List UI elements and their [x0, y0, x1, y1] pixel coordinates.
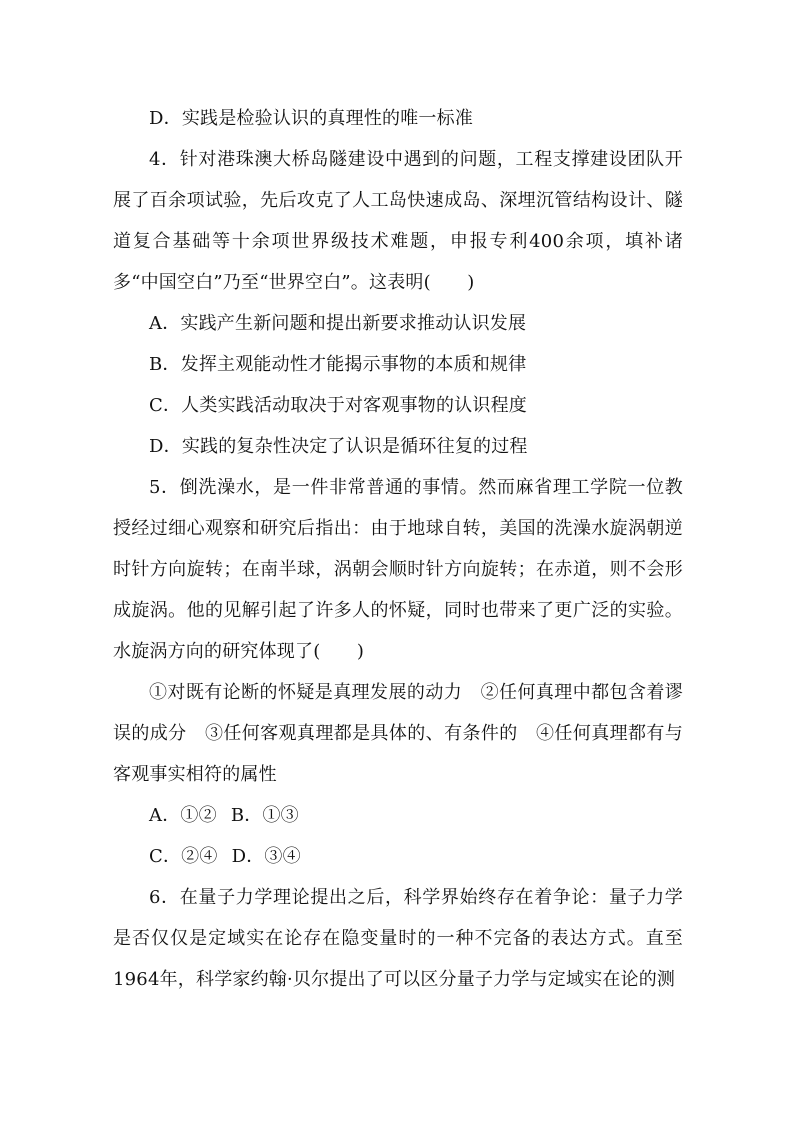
document-body [113, 98, 683, 1000]
question-4-option-c: C．人类实践活动取决于对客观事物的认识程度 [149, 395, 527, 416]
question-4-option-d: D．实践的复杂性决定了认识是循环往复的过程 [149, 436, 528, 457]
question-5-statements: ①对既有论断的怀疑是真理发展的动力 ②任何真理中都包含着谬误的成分 ③任何客观真理都是具体的、有条件的 ④任何真理都有与客观事实相符的属性 [113, 682, 683, 785]
question-5-option-c: C．②④ [149, 846, 218, 867]
question-4-option-b: B．发挥主观能动性才能揭示事物的本质和规律 [149, 354, 527, 375]
question-6-stem: 6．在量子力学理论提出之后，科学界始终存在着争论：量子力学是否仅仅是定域实在论存在隐变量时的一种不完备的表达方式。直至1964年，科学家约翰·贝尔提出了可以区分量子力学与定域实在论的测 [113, 887, 683, 990]
question-5-options-row-1 [113, 795, 683, 836]
question-5-stem: 5．倒洗澡水，是一件非常普通的事情。然而麻省理工学院一位教授经过细心观察和研究后指出：由于地球自转，美国的洗澡水旋涡朝逆时针方向旋转；在南半球，涡朝会顺时针方向旋转；在赤道，则不会形成旋涡。他的见解引起了许多人的怀疑，同时也带来了更广泛的实验。水旋涡方向的研究体现了( ) [113, 477, 683, 662]
prev-question-option-d: D．实践是检验认识的真理性的唯一标准 [149, 108, 474, 129]
question-5-option-d: D．③④ [231, 846, 301, 867]
question-4-stem: 4．针对港珠澳大桥岛隧建设中遇到的问题，工程支撑建设团队开展了百余项试验，先后攻克了人工岛快速成岛、深埋沉管结构设计、隧道复合基础等十余项世界级技术难题，申报专利400余项，填补诸多“中国空白”乃至“世界空白”。这表明( ) [113, 149, 683, 293]
question-5-options-row-2 [113, 836, 683, 877]
question-5-option-b: B．①③ [230, 805, 299, 826]
question-5-option-a: A．①② [149, 805, 217, 826]
question-4-option-a: A．实践产生新问题和提出新要求推动认识发展 [149, 313, 527, 334]
